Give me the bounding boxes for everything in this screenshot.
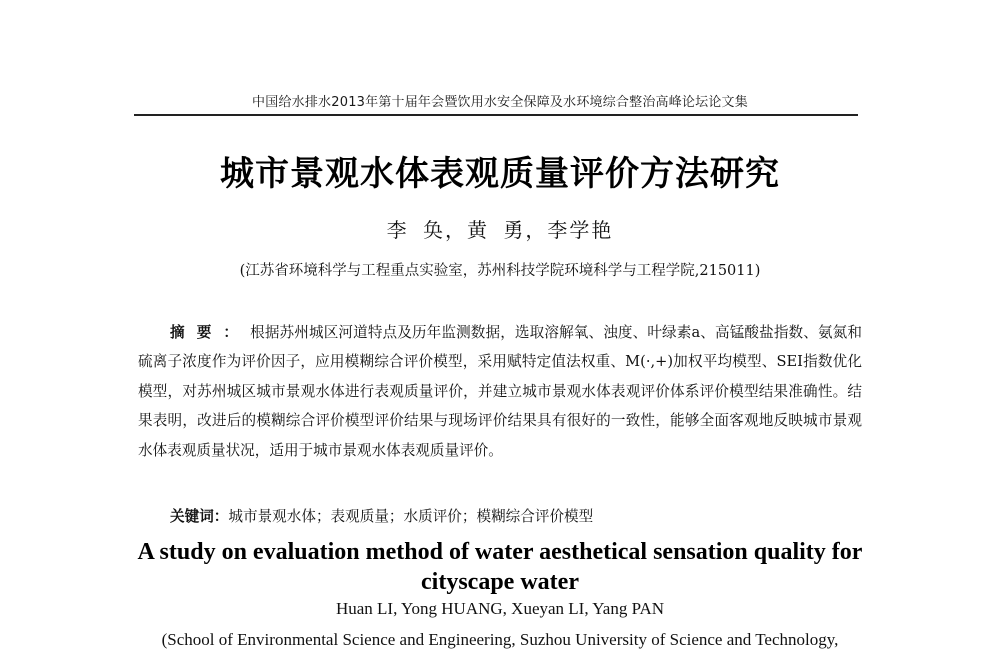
keywords-text: 城市景观水体；表观质量；水质评价；模糊综合评价模型 [228, 508, 594, 525]
paper-title-english: A study on evaluation method of water aesthetical sensation quality for cityscape water [137, 539, 863, 595]
running-header: 中国给水排水2013年第十届年会暨饮用水安全保障及水环境综合整治高峰论坛论文集 [252, 95, 748, 110]
affiliation-english: (School of Environmental Science and Engineering, Suzhou University of Science and Technology, [161, 630, 839, 649]
keywords-chinese [170, 505, 860, 526]
header-rule [134, 114, 858, 116]
abstract-text: 根据苏州城区河道特点及历年监测数据，选取溶解氧、浊度、叶绿素a、高锰酸盐指数、氨氮和硫离子浓度作为评价因子，应用模糊综合评价模型，采用赋特定值法权重、M(·,+)加权平均模型、SEI指数优化模型，对苏州城区城市景观水体进行表观质量评价，并建立城市景观水体表观评价体系评价模型结果准确性。结果表明，改进后的模糊综合评价模型评价结果与现场评价结果具有很好的一致性，能够全面客观地反映城市景观水体表观质量状况，适用于城市景观水体表观质量评价。 [138, 324, 862, 459]
authors-chinese: 李 奂，黄 勇，李学艳 [386, 218, 614, 242]
abstract-label: 摘要： [170, 324, 251, 341]
keywords-label: 关键词： [170, 508, 229, 525]
abstract-chinese [138, 318, 862, 465]
paper-title-chinese: 城市景观水体表观质量评价方法研究 [220, 154, 780, 194]
authors-english: Huan LI, Yong HUANG, Xueyan LI, Yang PAN [335, 599, 665, 618]
affiliation-chinese: (江苏省环境科学与工程重点实验室，苏州科技学院环境科学与工程学院,215011) [239, 263, 761, 279]
